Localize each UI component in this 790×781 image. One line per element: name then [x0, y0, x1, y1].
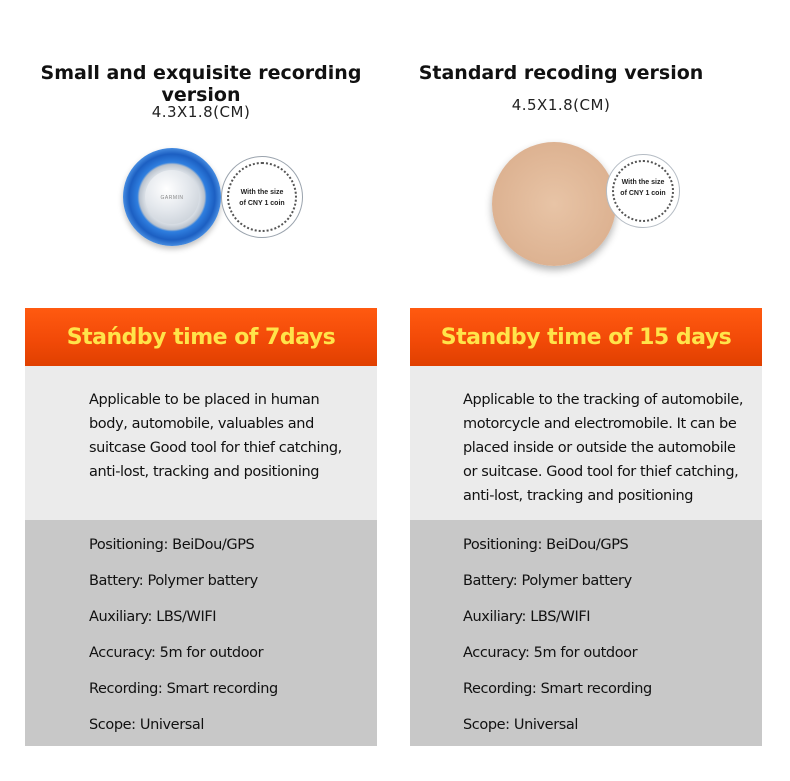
small-version-description: Applicable to be placed in human body, automobile, valuables and suitcase Good tool for thief catching, anti-lost, tracking and positioning	[89, 392, 342, 480]
spec-item: Positioning: BeiDou/GPS	[463, 537, 629, 553]
spec-item: Scope: Universal	[89, 717, 205, 733]
coin-label-line2: of CNY 1 coin	[239, 200, 285, 207]
coin-size-reference	[606, 154, 680, 228]
spec-item: Scope: Universal	[463, 717, 579, 733]
standard-version-description-panel	[410, 366, 762, 520]
spec-list	[89, 537, 278, 753]
standard-version-dimensions: 4.5X1.8(CM)	[511, 96, 611, 114]
small-version-description-panel	[25, 366, 377, 520]
spec-item: Recording: Smart recording	[463, 681, 652, 697]
spec-item: Battery: Polymer battery	[89, 573, 258, 589]
standard-version-title: Standard recoding version	[418, 62, 704, 84]
standard-version-column	[410, 0, 762, 781]
standard-version-description: Applicable to the tracking of automobile, motorcycle and electromobile. It can be placed inside or outside the automobile or suitcase. Good tool for thief catching, anti-lost, tracking and positioning	[463, 392, 744, 504]
standard-version-specs-panel	[410, 520, 762, 746]
spec-item: Positioning: BeiDou/GPS	[89, 537, 255, 553]
standby-banner-7days	[25, 308, 377, 366]
standard-device-illustration	[410, 140, 762, 275]
blue-ring-tracker-image	[123, 148, 221, 246]
small-version-column	[25, 0, 377, 781]
device-brand-logo: GARMIN	[160, 195, 184, 201]
coin-label-line1: With the size	[621, 179, 665, 186]
small-version-specs-panel	[25, 520, 377, 746]
tracker-face	[145, 170, 199, 224]
spec-item: Auxiliary: LBS/WIFI	[89, 609, 217, 625]
spec-item: Auxiliary: LBS/WIFI	[463, 609, 591, 625]
coin-size-label	[228, 187, 296, 209]
small-device-illustration	[25, 140, 377, 275]
coin-size-label	[609, 177, 677, 199]
standby-banner-text: Stańdby time of 7days	[66, 324, 336, 350]
coin-label-line1: With the size	[240, 189, 284, 196]
coin-size-reference	[221, 156, 303, 238]
standby-banner-text: Standby time of 15 days	[440, 324, 732, 350]
spec-item: Battery: Polymer battery	[463, 573, 632, 589]
spec-list	[463, 537, 652, 753]
spec-item: Accuracy: 5m for outdoor	[89, 645, 264, 661]
coin-label-line2: of CNY 1 coin	[620, 190, 666, 197]
spec-item: Accuracy: 5m for outdoor	[463, 645, 638, 661]
spec-item: Recording: Smart recording	[89, 681, 278, 697]
standby-banner-15days	[410, 308, 762, 366]
small-version-title: Small and exquisite recording version	[40, 62, 362, 106]
small-version-dimensions: 4.3X1.8(CM)	[151, 103, 251, 121]
gold-disc-tracker-image	[492, 142, 616, 266]
